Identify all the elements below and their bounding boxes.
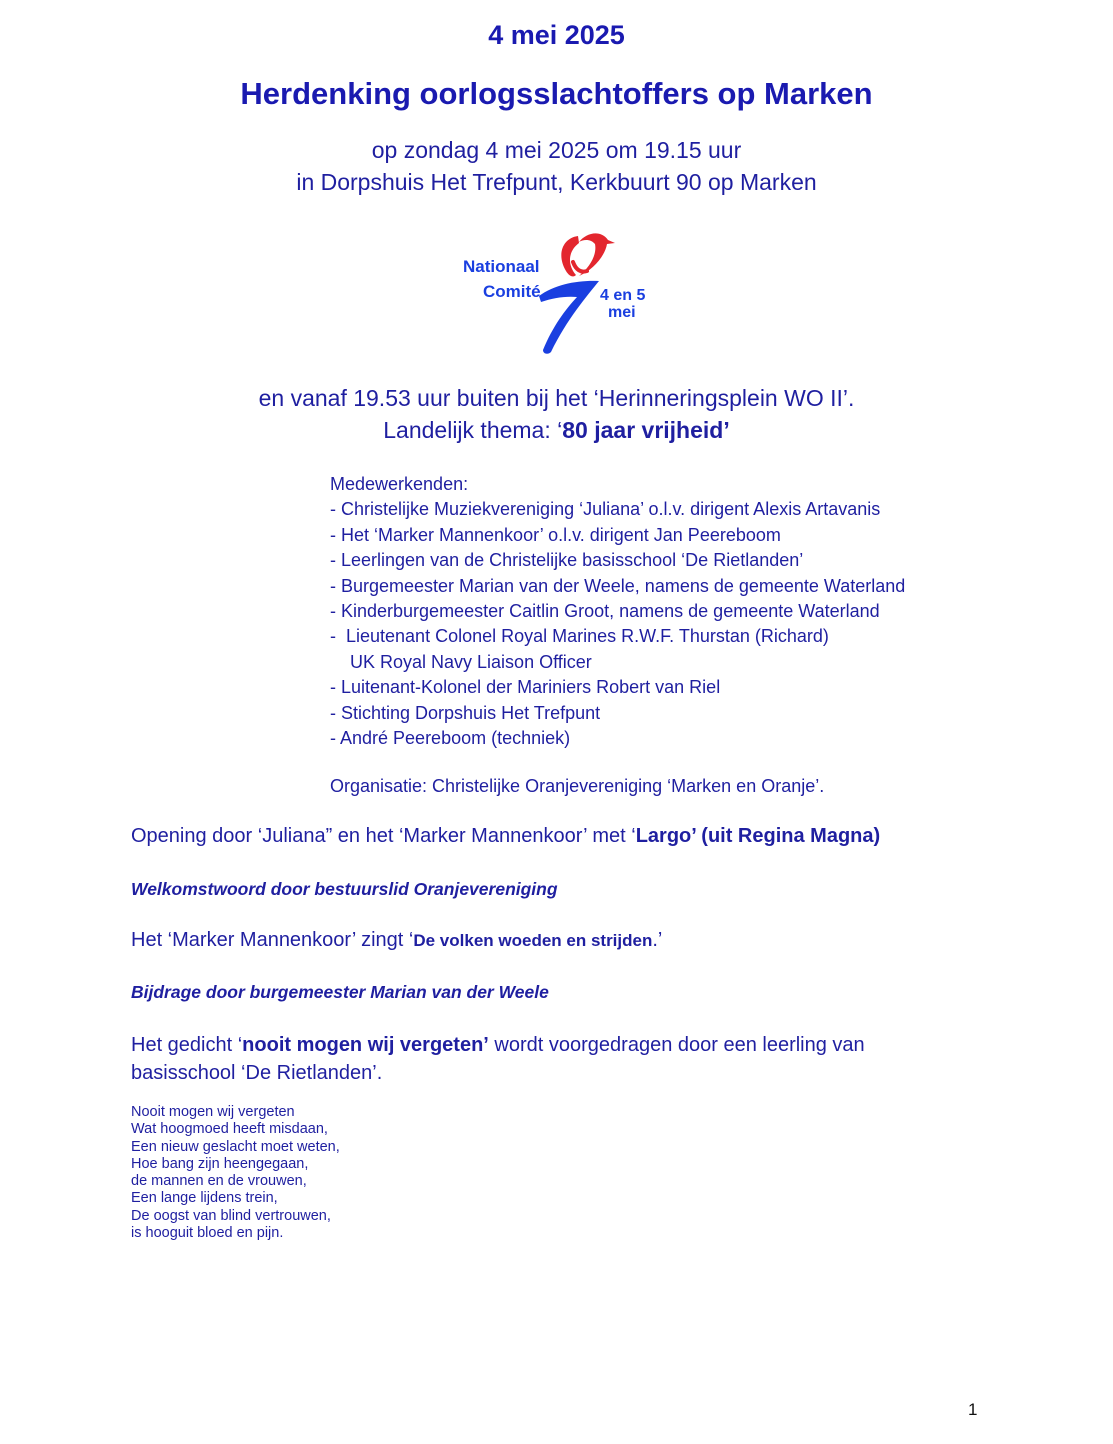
choir-suffix: .’ (652, 929, 663, 951)
organisation-note: Organisatie: Christelijke Oranjevereniging ‘Marken en Oranje’. (330, 776, 825, 796)
nationaal-comite-logo (455, 224, 655, 356)
poem-title: nooit mogen wij vergeten’ (242, 1034, 489, 1056)
poem-line: De oogst van blind vertrouwen, (131, 1207, 331, 1224)
blue-seven-icon (539, 281, 599, 354)
program-poem-intro (131, 1031, 865, 1087)
page-number: 1 (968, 1400, 978, 1419)
poem-line: Wat hoogmoed heeft misdaan, (131, 1121, 328, 1138)
list-item: - Christelijke Muziekvereniging ‘Juliana’ o.l.v. dirigent Alexis Artavanis (330, 499, 881, 520)
list-item: - Lieutenant Colonel Royal Marines R.W.F. Thurstan (Richard) (330, 626, 829, 647)
program-mayor: Bijdrage door burgemeester Marian van der Weele (131, 982, 549, 1002)
participants-heading: Medewerkenden: (330, 474, 469, 494)
poem-line: Hoe bang zijn heengegaan, (131, 1155, 309, 1172)
choir-piece: De volken woeden en strijden (413, 931, 653, 950)
logo-word-comite: Comité (483, 282, 541, 301)
poem-line: Een lange lijdens trein, (131, 1190, 278, 1207)
opening-piece: Largo’ (uit Regina Magna) (635, 825, 881, 847)
logo-word-mei: mei (608, 304, 636, 321)
list-item: - Luitenant-Kolonel der Mariniers Robert van Riel (330, 677, 721, 698)
list-item: - Kinderburgemeester Caitlin Groot, namens de gemeente Waterland (330, 601, 880, 622)
document-date: 4 mei 2025 (488, 20, 625, 50)
program-opening (131, 825, 880, 848)
list-item: - Het ‘Marker Mannenkoor’ o.l.v. dirigent Jan Peereboom (330, 524, 781, 545)
opening-text: Opening door ‘Juliana” en het ‘Marker Mannenkoor’ met ‘ (131, 825, 636, 847)
program-welcome: Welkomstwoord door bestuurslid Oranjevereniging (131, 879, 558, 899)
participants-list (330, 472, 905, 751)
choir-text: Het ‘Marker Mannenkoor’ zingt ‘ (131, 929, 414, 951)
logo-word-4en5: 4 en 5 (600, 287, 646, 304)
poem (131, 1104, 340, 1242)
outside-time: en vanaf 19.53 uur buiten bij het ‘Herinneringsplein WO II’. (258, 385, 855, 411)
poem-line: Een nieuw geslacht moet weten, (131, 1138, 340, 1155)
list-item: - André Peereboom (techniek) (330, 728, 571, 749)
page-title: Herdenking oorlogsslachtoffers op Marken (240, 76, 873, 111)
poem-line: de mannen en de vrouwen, (131, 1173, 307, 1190)
poem-intro-suffix: wordt voorgedragen door een leerling van (488, 1034, 865, 1056)
logo-word-nationaal: Nationaal (463, 257, 540, 276)
list-item: - Stichting Dorpshuis Het Trefpunt (330, 702, 601, 723)
list-item: - Burgemeester Marian van der Weele, namens de gemeente Waterland (330, 575, 906, 596)
event-time: op zondag 4 mei 2025 om 19.15 uur (371, 137, 742, 163)
list-item: - Leerlingen van de Christelijke basisschool ‘De Rietlanden’ (330, 550, 804, 571)
list-item: UK Royal Navy Liaison Officer (330, 651, 592, 672)
national-theme (0, 417, 1113, 444)
poem-line: Nooit mogen wij vergeten (131, 1104, 295, 1120)
poem-line: is hooguit bloed en pijn. (131, 1225, 284, 1242)
poem-intro-text: Het gedicht ‘ (131, 1034, 243, 1056)
program-choir (131, 929, 662, 952)
theme-label: Landelijk thema: ‘ (383, 417, 563, 443)
theme-value: 80 jaar vrijheid’ (562, 417, 730, 443)
event-location: in Dorpshuis Het Trefpunt, Kerkbuurt 90 op Marken (296, 169, 817, 195)
poem-intro-line2: basisschool ‘De Rietlanden’. (131, 1062, 383, 1084)
